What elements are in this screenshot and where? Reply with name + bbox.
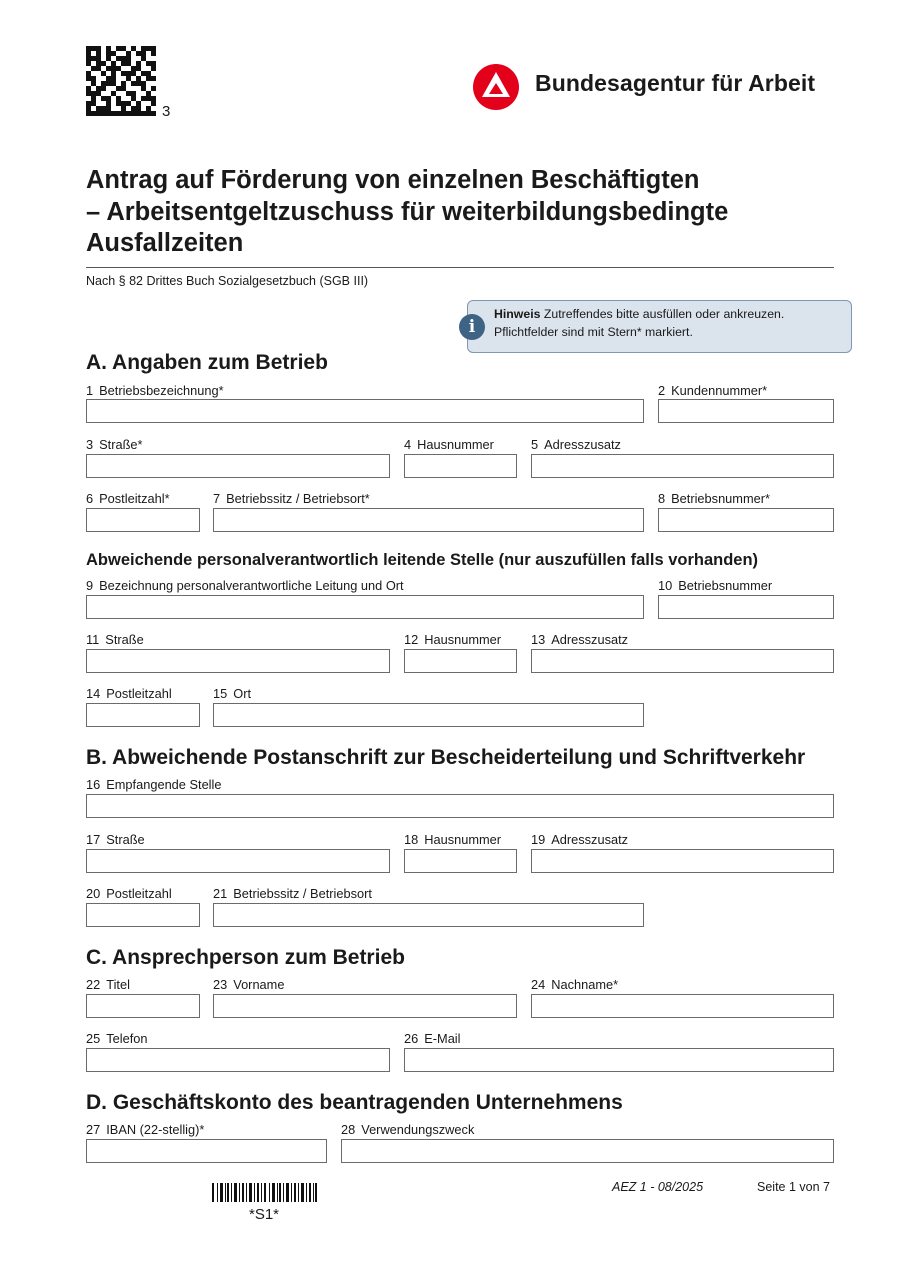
- titel-input[interactable]: [86, 994, 200, 1018]
- field-label-23: 23 Vorname: [213, 977, 285, 992]
- hausnummer-input[interactable]: [404, 454, 517, 478]
- leitung-adresszusatz-input[interactable]: [531, 649, 834, 673]
- field-label-14: 14 Postleitzahl: [86, 686, 172, 701]
- post-strasse-input[interactable]: [86, 849, 390, 873]
- qr-page-number: 3: [162, 103, 171, 120]
- field-label-27: 27 IBAN (22-stellig)*: [86, 1122, 205, 1137]
- leitung-ort-input[interactable]: [86, 595, 644, 619]
- leitung-hausnummer-input[interactable]: [404, 649, 517, 673]
- vorname-input[interactable]: [213, 994, 517, 1018]
- form-title: [86, 165, 846, 260]
- field-label-12: 12 Hausnummer: [404, 632, 502, 647]
- field-label-22: 22 Titel: [86, 977, 130, 992]
- field-label-4: 4 Hausnummer: [404, 437, 494, 452]
- field-label-16: 16 Empfangende Stelle: [86, 777, 222, 792]
- section-c-title: C. Ansprechperson zum Betrieb: [86, 946, 405, 969]
- verwendungszweck-input[interactable]: [341, 1139, 834, 1163]
- section-a-subtitle: Abweichende personalverantwortlich leitende Stelle (nur auszufüllen falls vorhanden): [86, 551, 759, 569]
- section-a-title: A. Angaben zum Betrieb: [86, 351, 328, 374]
- form-title-line: – Arbeitsentgeltzuschuss für weiterbildungsbedingte: [86, 197, 729, 226]
- post-betriebssitz-input[interactable]: [213, 903, 644, 927]
- betriebsnummer-input[interactable]: [658, 508, 834, 532]
- field-label-26: 26 E-Mail: [404, 1031, 461, 1046]
- leitung-ort-input[interactable]: [213, 703, 644, 727]
- section-d-title: D. Geschäftskonto des beantragenden Unternehmens: [86, 1091, 623, 1114]
- betriebsbezeichnung-input[interactable]: [86, 399, 644, 423]
- leitung-betriebsnummer-input[interactable]: [658, 595, 834, 619]
- brand-name: Bundesagentur für Arbeit: [535, 70, 816, 96]
- field-label-24: 24 Nachname*: [531, 977, 619, 992]
- field-label-3: 3 Straße*: [86, 437, 143, 452]
- field-label-10: 10 Betriebsnummer: [658, 578, 773, 593]
- field-label-18: 18 Hausnummer: [404, 832, 502, 847]
- nachname-input[interactable]: [531, 994, 834, 1018]
- field-label-6: 6 Postleitzahl*: [86, 491, 170, 506]
- betriebssitz-input[interactable]: [213, 508, 644, 532]
- field-label-20: 20 Postleitzahl: [86, 886, 172, 901]
- hint-text: Pflichtfelder sind mit Stern* markiert.: [494, 325, 693, 339]
- field-label-15: 15 Ort: [213, 686, 252, 701]
- postleitzahl-input[interactable]: [86, 508, 200, 532]
- field-label-11: 11 Straße: [86, 632, 144, 647]
- ba-logo-icon: [473, 64, 519, 110]
- barcode: [212, 1183, 317, 1202]
- field-label-2: 2 Kundennummer*: [658, 383, 768, 398]
- hint-box: [467, 300, 852, 353]
- field-label-13: 13 Adresszusatz: [531, 632, 629, 647]
- empfangende-stelle-input[interactable]: [86, 794, 834, 818]
- form-title-line: Ausfallzeiten: [86, 229, 244, 257]
- post-adresszusatz-input[interactable]: [531, 849, 834, 873]
- title-divider: [86, 267, 834, 268]
- strasse-input[interactable]: [86, 454, 390, 478]
- telefon-input[interactable]: [86, 1048, 390, 1072]
- email-input[interactable]: [404, 1048, 834, 1072]
- field-label-21: 21 Betriebssitz / Betriebsort: [213, 886, 372, 901]
- qr-code: [86, 46, 156, 116]
- field-label-19: 19 Adresszusatz: [531, 832, 629, 847]
- post-hausnummer-input[interactable]: [404, 849, 517, 873]
- field-label-1: 1 Betriebsbezeichnung*: [86, 383, 224, 398]
- form-code: AEZ 1 - 08/2025: [612, 1180, 704, 1194]
- section-b-title: B. Abweichende Postanschrift zur Bescheiderteilung und Schriftverkehr: [86, 746, 806, 769]
- barcode-text: *S1*: [249, 1206, 280, 1223]
- field-label-8: 8 Betriebsnummer*: [658, 491, 770, 506]
- leitung-postleitzahl-input[interactable]: [86, 703, 200, 727]
- field-label-7: 7 Betriebssitz / Betriebsort*: [213, 491, 370, 506]
- field-label-25: 25 Telefon: [86, 1031, 148, 1046]
- legal-basis: Nach § 82 Drittes Buch Sozialgesetzbuch (SGB III): [86, 274, 369, 288]
- iban-input[interactable]: [86, 1139, 327, 1163]
- info-icon: i: [459, 314, 485, 340]
- field-label-17: 17 Straße: [86, 832, 145, 847]
- hint-text: Zutreffendes bitte ausfüllen oder ankreuzen.: [540, 307, 785, 321]
- form-title-line: Antrag auf Förderung von einzelnen Beschäftigten: [86, 166, 700, 194]
- hint-label: Hinweis: [494, 307, 541, 321]
- page-number: Seite 1 von 7: [757, 1180, 830, 1194]
- field-label-9: 9 Bezeichnung personalverantwortliche Leitung und Ort: [86, 578, 404, 593]
- leitung-strasse-input[interactable]: [86, 649, 390, 673]
- kundennummer-input[interactable]: [658, 399, 834, 423]
- post-postleitzahl-input[interactable]: [86, 903, 200, 927]
- field-label-28: 28 Verwendungszweck: [341, 1122, 475, 1137]
- field-label-5: 5 Adresszusatz: [531, 437, 621, 452]
- adresszusatz-input[interactable]: [531, 454, 834, 478]
